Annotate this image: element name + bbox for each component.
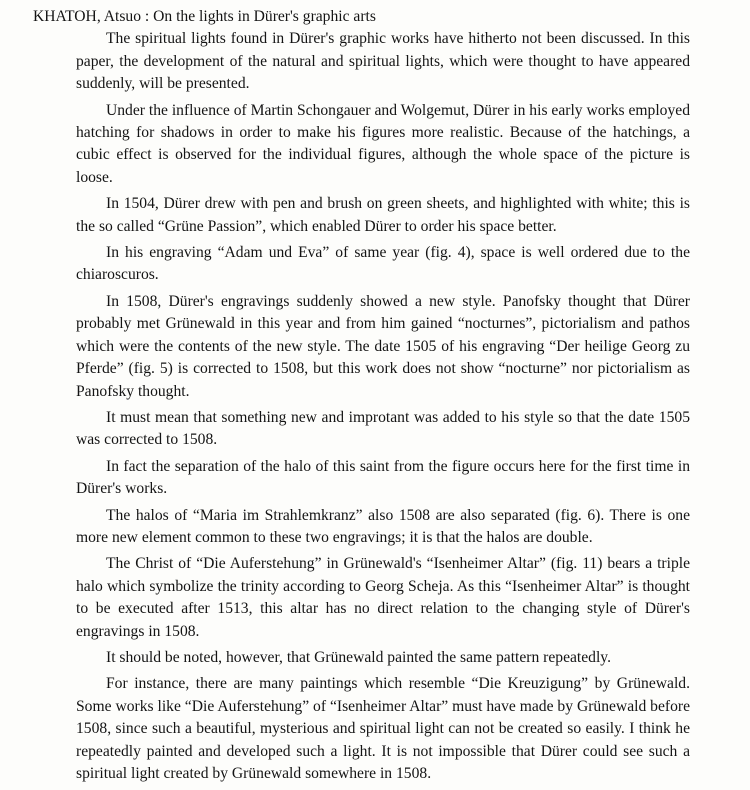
paragraph: In 1504, Dürer drew with pen and brush on green sheets, and highlighted with white; this is the so called “Grüne Passion”, which enabled Dürer to order his space better. (76, 195, 690, 235)
paragraph: The halos of “Maria im Strahlemkranz” also 1508 are also separated (fig. 6). There is one more new element common to these two engravings; it is that the halos are double. (76, 506, 690, 546)
article-title: KHATOH, Atsuo : On the lights in Dürer's graphic arts (33, 8, 376, 25)
paragraph: In 1508, Dürer's engravings suddenly showed a new style. Panofsky thought that Dürer probably met Grünewald in this year and from him gained “nocturnes”, pictorialism and pathos which were the contents of the new style. The date 1505 of his engraving “Der heilige Georg zu Pferde” (fig. 5) is corrected to 1508, but this work does not show “nocturne” nor pictorialism as Panofsky thought. (76, 292, 690, 400)
paragraph: The Christ of “Die Auferstehung” in Grünewald's “Isenheimer Altar” (fig. 11) bears a triple halo which symbolize the trinity according to Georg Scheja. As this “Isenheimer Altar” is thought to be executed after 1513, this altar has no direct relation to the changing style of Dürer's engravings in 1508. (76, 555, 690, 640)
paragraph: Under the influence of Martin Schongauer and Wolgemut, Dürer in his early works employed hatching for shadows in order to make his figures more realistic. Because of the hatchings, a cubic effect is observed for the individual figures, although the whole space of the picture is loose. (76, 101, 690, 186)
paragraph: For instance, there are many paintings which resemble “Die Kreuzigung” by Grünewald. Some works like “Die Auferstehung” of “Isenheimer Altar” must have made by Grünewald before 1508, since such a beautiful, mysterious and spiritual light can not be created so easily. I think he repeatedly painted and developed such a light. It is not impossible that Dürer could see such a spiritual light created by Grünewald somewhere in 1508. (76, 675, 690, 782)
paragraph: It should be noted, however, that Grünewald painted the same pattern repeatedly. (106, 648, 611, 666)
paragraph: In fact the separation of the halo of this saint from the figure occurs here for the first time in Dürer's works. (76, 457, 690, 498)
paragraph: The spiritual lights found in Dürer's graphic works have hitherto not been discussed. In this paper, the development of the natural and spiritual lights, which were thought to have appeared suddenly, will be presented. (76, 30, 690, 93)
paragraph: It must mean that something new and improtant was added to his style so that the date 1505 was corrected to 1508. (76, 408, 690, 449)
article-body (76, 28, 690, 785)
paragraph: In his engraving “Adam und Eva” of same year (fig. 4), space is well ordered due to the chiaroscuros. (76, 244, 690, 284)
